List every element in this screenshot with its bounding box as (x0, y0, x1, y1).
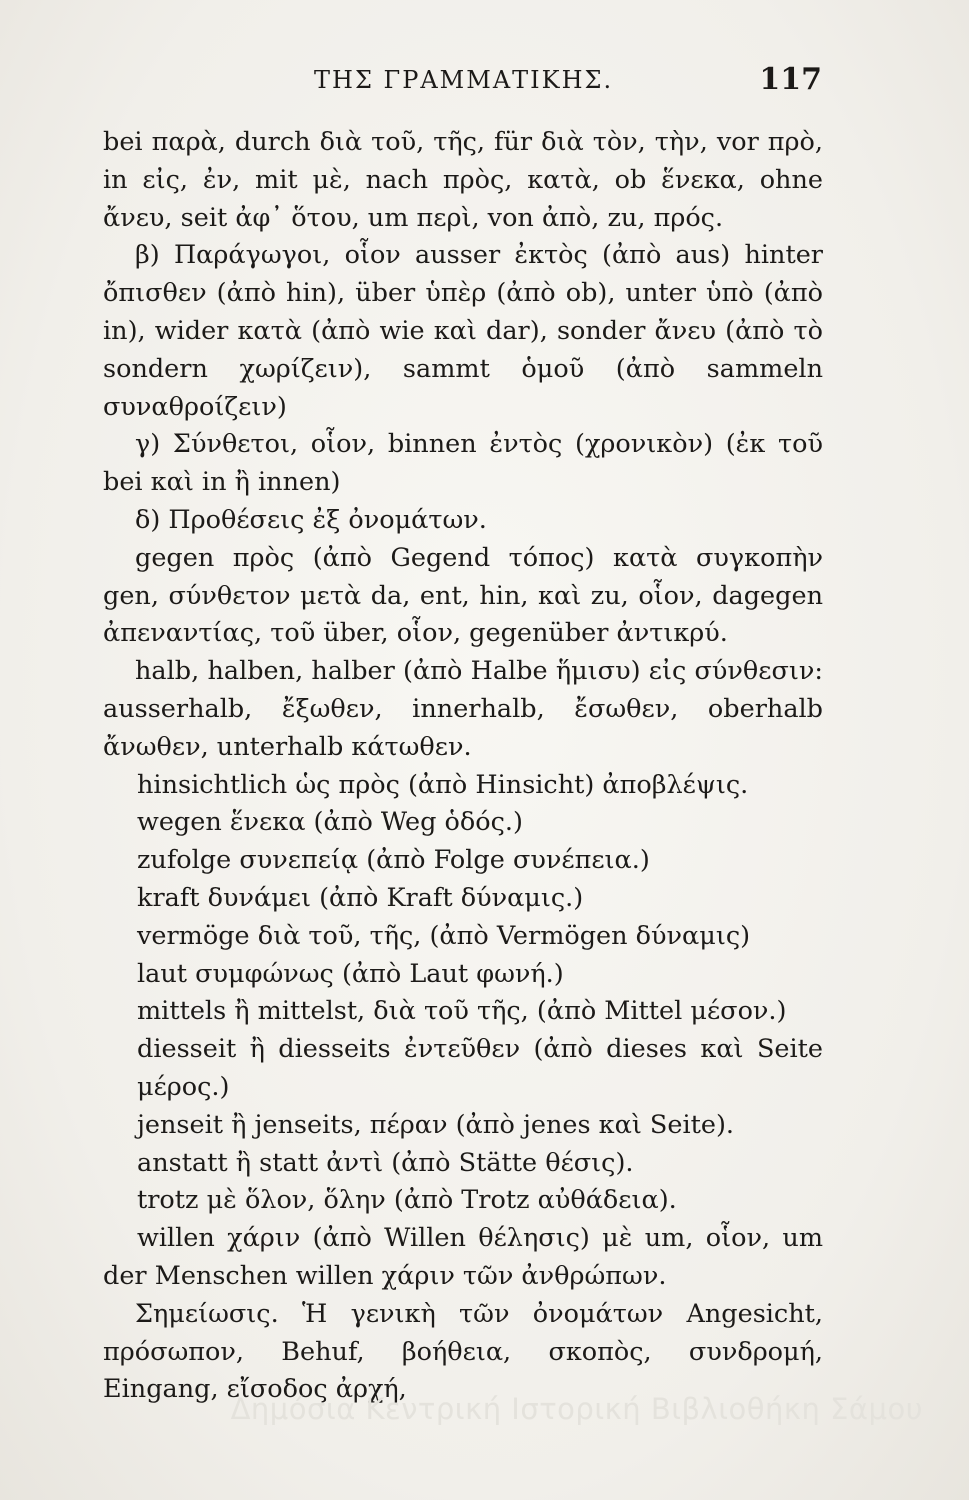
paragraph-prepositions-list: bei παρὰ, durch διὰ τοῦ, τῆς, für διὰ τὸν, τὴν, vor πρὸ, in εἰς, ἐν, mit μὲ, nach πρὸς, κατὰ, ob ἕνεκα, ohne ἄνευ, seit ἀφ᾽ ὅτου, um περὶ, von ἀπὸ, zu, πρός. (103, 127, 823, 233)
entry-hinsichtlich: hinsichtlich ὡς πρὸς (ἀπὸ Hinsicht) ἀποβλέψις. (137, 769, 749, 800)
library-watermark: Δημόσια Κεντρική Ιστορική Βιβλιοθήκη Σάμου (230, 1392, 923, 1426)
entry-anstatt: anstatt ἢ statt ἀντὶ (ἀπὸ Stätte θέσις). (137, 1147, 634, 1178)
body-text (103, 124, 823, 1409)
page-header (100, 62, 830, 106)
entry-kraft: kraft δυνάμει (ἀπὸ Kraft δύναμις.) (137, 882, 584, 913)
paragraph-gegen: gegen πρὸς (ἀπὸ Gegend τόπος) κατὰ συγκοπὴν gen, σύνθετον μετὰ da, ent, hin, καὶ zu, οἷον, dagegen ἀπεναντίας, τοῦ über, οἷον, gegenüber ἀντικρύ. (103, 542, 823, 649)
entry-vermoege: vermöge διὰ τοῦ, τῆς, (ἀπὸ Vermögen δύναμις) (137, 920, 751, 951)
entry-laut: laut συμφώνως (ἀπὸ Laut φωνή.) (137, 958, 564, 989)
running-head: ΤΗΣ ΓΡΑΜΜΑΤΙΚΗΣ. (314, 66, 614, 94)
entry-diesseit: diesseit ἢ diesseits ἐντεῦθεν (ἀπὸ dieses καὶ Seite μέρος.) (137, 1034, 823, 1102)
entry-wegen: wegen ἕνεκα (ἀπὸ Weg ὁδός.) (137, 807, 523, 838)
section-heading-noun-prepositions: δ) Προθέσεις ἐξ ὀνομάτων. (135, 504, 487, 535)
entry-mittels: mittels ἢ mittelst, διὰ τοῦ τῆς, (ἀπὸ Mittel μέσον.) (137, 996, 787, 1027)
page-number: 117 (759, 62, 822, 97)
entry-zufolge: zufolge συνεπείᾳ (ἀπὸ Folge συνέπεια.) (137, 845, 650, 876)
paragraph-halb: halb, halben, halber (ἀπὸ Halbe ἥμισυ) εἰς σύνθεσιν: ausserhalb, ἔξωθεν, innerhalb, ἔσωθεν, oberhalb ἄνωθεν, unterhalb κάτωθεν. (103, 656, 823, 762)
paragraph-derived-prepositions: β) Παράγωγοι, οἷον ausser ἐκτὸς (ἀπὸ aus) hinter ὄπισθεν (ἀπὸ hin), über ὑπὲρ (ἀπὸ ob), unter ὑπὸ (ἀπὸ in), wider κατὰ (ἀπὸ wie καὶ dar), sonder ἄνευ (ἀπὸ τὸ sondern χωρίζειν), sammt ὁμοῦ (ἀπὸ sammeln συναθροίζειν) (103, 240, 823, 422)
paragraph-note: Σημείωσις. Ἡ γενικὴ τῶν ὀνομάτων Angesicht, πρόσωπον, Behuf, βοήθεια, σκοπὸς, συνδρομή, Eingang, εἴσοδος ἀρχή, (103, 1298, 823, 1405)
entry-jenseit: jenseit ἢ jenseits, πέραν (ἀπὸ jenes καὶ Seite). (137, 1109, 735, 1140)
entry-willen: willen χάριν (ἀπὸ Willen θέλησις) μὲ um, οἷον, um der Menschen willen χάριν τῶν ἀνθρώπων. (103, 1223, 823, 1291)
paragraph-compound-prepositions: γ) Σύνθετοι, οἷον, binnen ἐντὸς (χρονικὸν) (ἐκ τοῦ bei καὶ in ἢ innen) (103, 429, 823, 498)
entry-trotz: trotz μὲ ὅλον, ὅλην (ἀπὸ Trotz αὐθάδεια). (137, 1185, 677, 1216)
